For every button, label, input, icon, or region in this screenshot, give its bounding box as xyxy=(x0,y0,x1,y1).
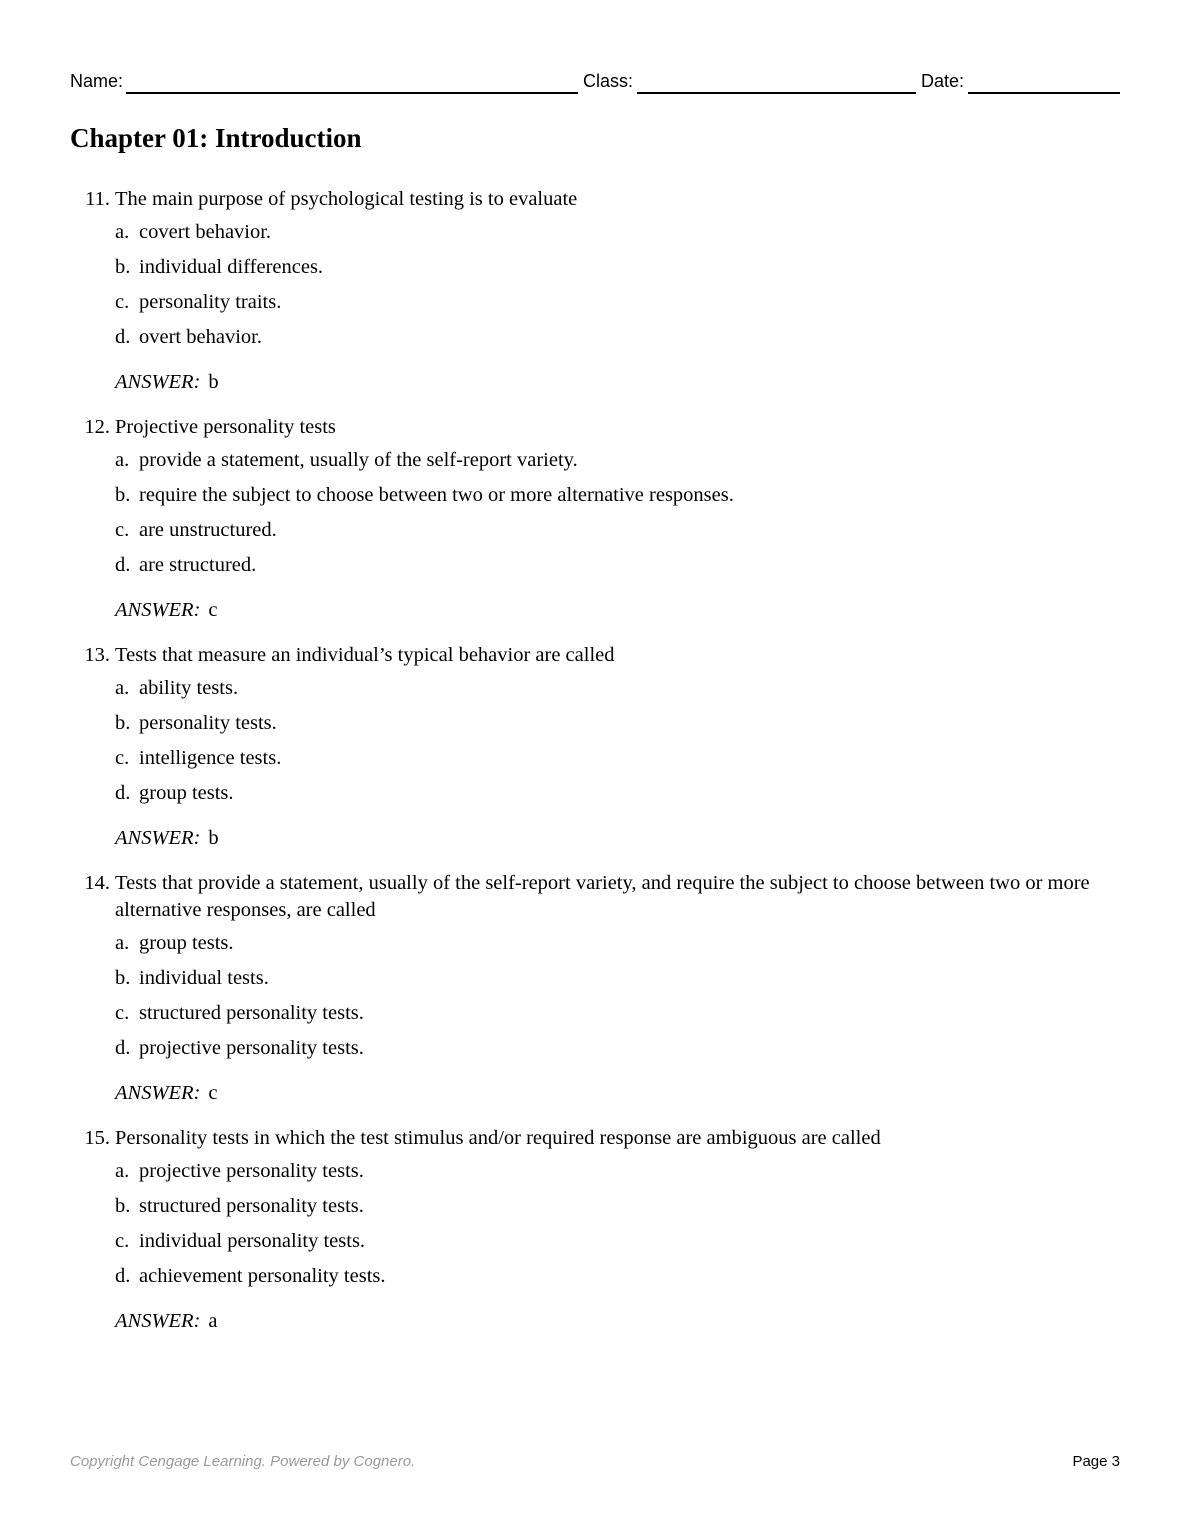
option-letter: d. xyxy=(115,1037,131,1059)
answer-option xyxy=(115,217,1120,252)
option-letter: a. xyxy=(115,677,130,699)
class-label: Class: xyxy=(583,71,634,91)
option-text: covert behavior. xyxy=(139,221,272,243)
option-letter: a. xyxy=(115,221,130,243)
answer-option xyxy=(115,928,1120,963)
option-list xyxy=(115,928,1120,1068)
student-info-header xyxy=(70,70,1120,96)
answer-label: ANSWER: xyxy=(115,599,201,621)
question-stem: Tests that provide a statement, usually of the self-report variety, and require the subject to choose between two or more alternative responses, are called xyxy=(115,872,1090,921)
option-text: individual tests. xyxy=(139,967,269,989)
answer-option xyxy=(115,322,1120,357)
answer-option xyxy=(115,963,1120,998)
question-number: 13. xyxy=(84,644,110,666)
option-letter: b. xyxy=(115,1195,131,1217)
question-stem: Projective personality tests xyxy=(115,416,336,438)
option-text: personality traits. xyxy=(139,291,282,313)
answer-key xyxy=(115,595,1120,642)
option-text: provide a statement, usually of the self-report variety. xyxy=(139,449,578,471)
option-letter: b. xyxy=(115,484,131,506)
option-letter: a. xyxy=(115,1160,130,1182)
question-item xyxy=(70,870,1120,1125)
answer-option xyxy=(115,1226,1120,1261)
question-stem: Personality tests in which the test stimulus and/or required response are ambiguous are called xyxy=(115,1127,881,1149)
answer-option xyxy=(115,252,1120,287)
answer-value: b xyxy=(208,371,219,393)
name-label: Name: xyxy=(70,71,124,91)
answer-option xyxy=(115,515,1120,550)
option-text: intelligence tests. xyxy=(139,747,282,769)
question-item xyxy=(70,414,1120,642)
question-item xyxy=(70,642,1120,870)
date-label: Date: xyxy=(921,71,965,91)
answer-key xyxy=(115,1078,1120,1125)
option-letter: d. xyxy=(115,554,131,576)
answer-option xyxy=(115,287,1120,322)
option-letter: d. xyxy=(115,1265,131,1287)
option-letter: b. xyxy=(115,967,131,989)
answer-option xyxy=(115,1261,1120,1296)
option-letter: d. xyxy=(115,326,131,348)
name-blank-line xyxy=(126,92,578,94)
question-item xyxy=(70,1125,1120,1353)
option-list xyxy=(115,673,1120,813)
option-letter: c. xyxy=(115,1002,130,1024)
question-number: 11. xyxy=(85,188,110,210)
answer-label: ANSWER: xyxy=(115,371,201,393)
option-text: individual personality tests. xyxy=(139,1230,366,1252)
option-text: ability tests. xyxy=(139,677,239,699)
option-text: achievement personality tests. xyxy=(139,1265,386,1287)
option-list xyxy=(115,445,1120,585)
option-text: projective personality tests. xyxy=(139,1160,364,1182)
option-letter: b. xyxy=(115,712,131,734)
answer-value: c xyxy=(208,1082,218,1104)
option-text: structured personality tests. xyxy=(139,1002,364,1024)
class-blank-line xyxy=(637,92,916,94)
answer-option xyxy=(115,550,1120,585)
option-text: group tests. xyxy=(139,782,234,804)
option-text: are unstructured. xyxy=(139,519,277,541)
chapter-title: Chapter 01: Introduction xyxy=(70,123,362,153)
answer-key xyxy=(115,823,1120,870)
answer-option xyxy=(115,1191,1120,1226)
answer-key xyxy=(115,1306,1120,1353)
option-text: individual differences. xyxy=(139,256,324,278)
option-letter: d. xyxy=(115,782,131,804)
answer-option xyxy=(115,480,1120,515)
date-blank-line xyxy=(968,92,1120,94)
answer-option xyxy=(115,445,1120,480)
question-stem: Tests that measure an individual’s typical behavior are called xyxy=(115,644,615,666)
footer-copyright: Copyright Cengage Learning. Powered by Cognero. xyxy=(70,1453,416,1470)
answer-option xyxy=(115,673,1120,708)
option-text: structured personality tests. xyxy=(139,1195,364,1217)
option-text: require the subject to choose between two or more alternative responses. xyxy=(139,484,734,506)
option-text: overt behavior. xyxy=(139,326,262,348)
option-list xyxy=(115,217,1120,357)
answer-option xyxy=(115,1033,1120,1068)
option-text: are structured. xyxy=(139,554,257,576)
page-number: Page 3 xyxy=(1072,1453,1120,1470)
answer-label: ANSWER: xyxy=(115,827,201,849)
option-letter: a. xyxy=(115,449,130,471)
answer-option xyxy=(115,708,1120,743)
question-number: 12. xyxy=(84,416,110,438)
question-list xyxy=(70,186,1120,1353)
answer-label: ANSWER: xyxy=(115,1082,201,1104)
option-letter: c. xyxy=(115,1230,130,1252)
option-letter: c. xyxy=(115,747,130,769)
question-number: 14. xyxy=(84,872,110,894)
option-letter: c. xyxy=(115,519,130,541)
option-text: personality tests. xyxy=(139,712,277,734)
question-number: 15. xyxy=(84,1127,110,1149)
answer-value: b xyxy=(208,827,219,849)
answer-option xyxy=(115,1156,1120,1191)
option-text: group tests. xyxy=(139,932,234,954)
option-letter: c. xyxy=(115,291,130,313)
option-letter: b. xyxy=(115,256,131,278)
option-list xyxy=(115,1156,1120,1296)
answer-option xyxy=(115,998,1120,1033)
option-letter: a. xyxy=(115,932,130,954)
answer-key xyxy=(115,367,1120,414)
answer-value: c xyxy=(208,599,218,621)
question-item xyxy=(70,186,1120,414)
answer-value: a xyxy=(208,1310,218,1332)
question-stem: The main purpose of psychological testing is to evaluate xyxy=(115,188,578,210)
answer-label: ANSWER: xyxy=(115,1310,201,1332)
answer-option xyxy=(115,743,1120,778)
option-text: projective personality tests. xyxy=(139,1037,364,1059)
answer-option xyxy=(115,778,1120,813)
